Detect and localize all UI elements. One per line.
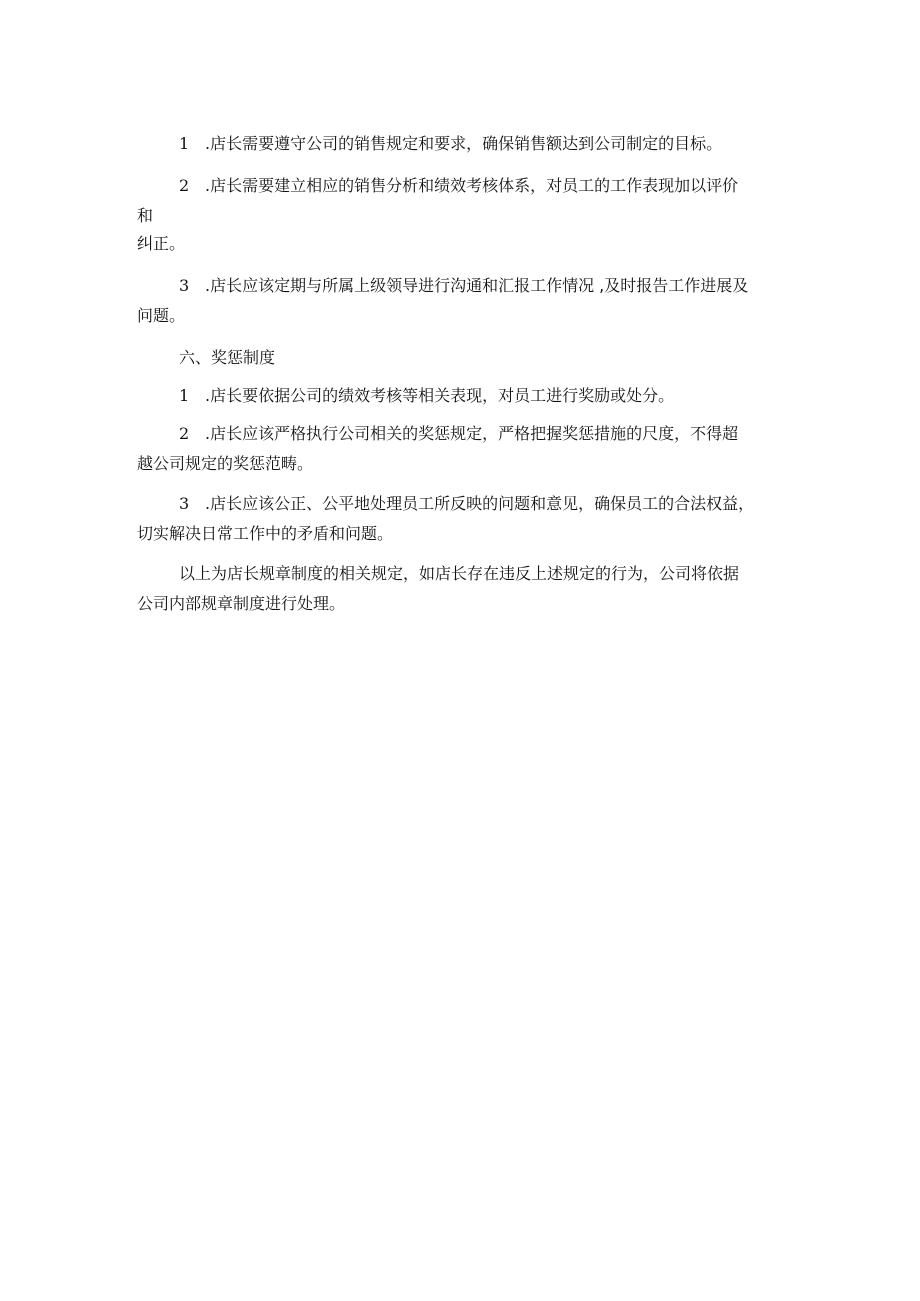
item-number: 2 <box>179 176 190 195</box>
document-body <box>137 127 787 621</box>
paragraph-line <box>137 557 787 591</box>
line-text: .店长要依据公司的绩效考核等相关表现，对员工进行奖励或处分。 <box>205 386 675 405</box>
line-text: .店长需要遵守公司的销售规定和要求，确保销售额达到公司制定的目标。 <box>205 134 723 153</box>
paragraph-line <box>137 417 787 451</box>
line-text: .店长应该定期与所属上级领导进行沟通和汇报工作情况 ,及时报告工作进展及 <box>205 276 749 295</box>
paragraph-line <box>137 517 787 551</box>
item-number: 3 <box>179 494 190 513</box>
rule-paragraph <box>137 127 787 161</box>
paragraph-line <box>137 299 787 333</box>
closing-paragraph <box>137 557 787 621</box>
line-text: 和 <box>137 206 154 225</box>
section-heading <box>137 341 787 375</box>
line-text: .店长应该公正、公平地处理员工所反映的问题和意见，确保员工的合法权益， <box>205 494 755 513</box>
line-text: .店长应该严格执行公司相关的奖惩规定，严格把握奖惩措施的尺度，不得超 <box>205 424 739 443</box>
line-text: 问题。 <box>137 306 186 325</box>
item-number: 1 <box>179 134 190 153</box>
paragraph-line <box>137 379 787 413</box>
line-text: 切实解决日常工作中的矛盾和问题。 <box>137 524 394 543</box>
paragraph-line <box>137 269 787 303</box>
item-number: 2 <box>179 424 190 443</box>
item-number: 3 <box>179 276 190 295</box>
paragraph-line <box>137 447 787 481</box>
line-text: .店长需要建立相应的销售分析和绩效考核体系，对员工的工作表现加以评价 <box>205 176 739 195</box>
rule-paragraph <box>137 417 787 481</box>
heading-line <box>137 341 787 375</box>
line-text: 纠正。 <box>137 234 186 253</box>
rule-paragraph <box>137 269 787 333</box>
rule-paragraph <box>137 487 787 551</box>
rule-paragraph <box>137 379 787 413</box>
line-text: 越公司规定的奖惩范畴。 <box>137 454 314 473</box>
paragraph-line <box>137 487 787 521</box>
line-text: 公司内部规章制度进行处理。 <box>137 594 346 613</box>
paragraph-line <box>137 169 787 203</box>
paragraph-line <box>137 587 787 621</box>
heading-text: 六、奖惩制度 <box>179 348 276 367</box>
paragraph-line <box>137 227 787 261</box>
line-text: 以上为店长规章制度的相关规定，如店长存在违反上述规定的行为，公司将依据 <box>179 564 740 583</box>
rule-paragraph <box>137 169 787 261</box>
paragraph-line <box>137 127 787 161</box>
item-number: 1 <box>179 386 190 405</box>
